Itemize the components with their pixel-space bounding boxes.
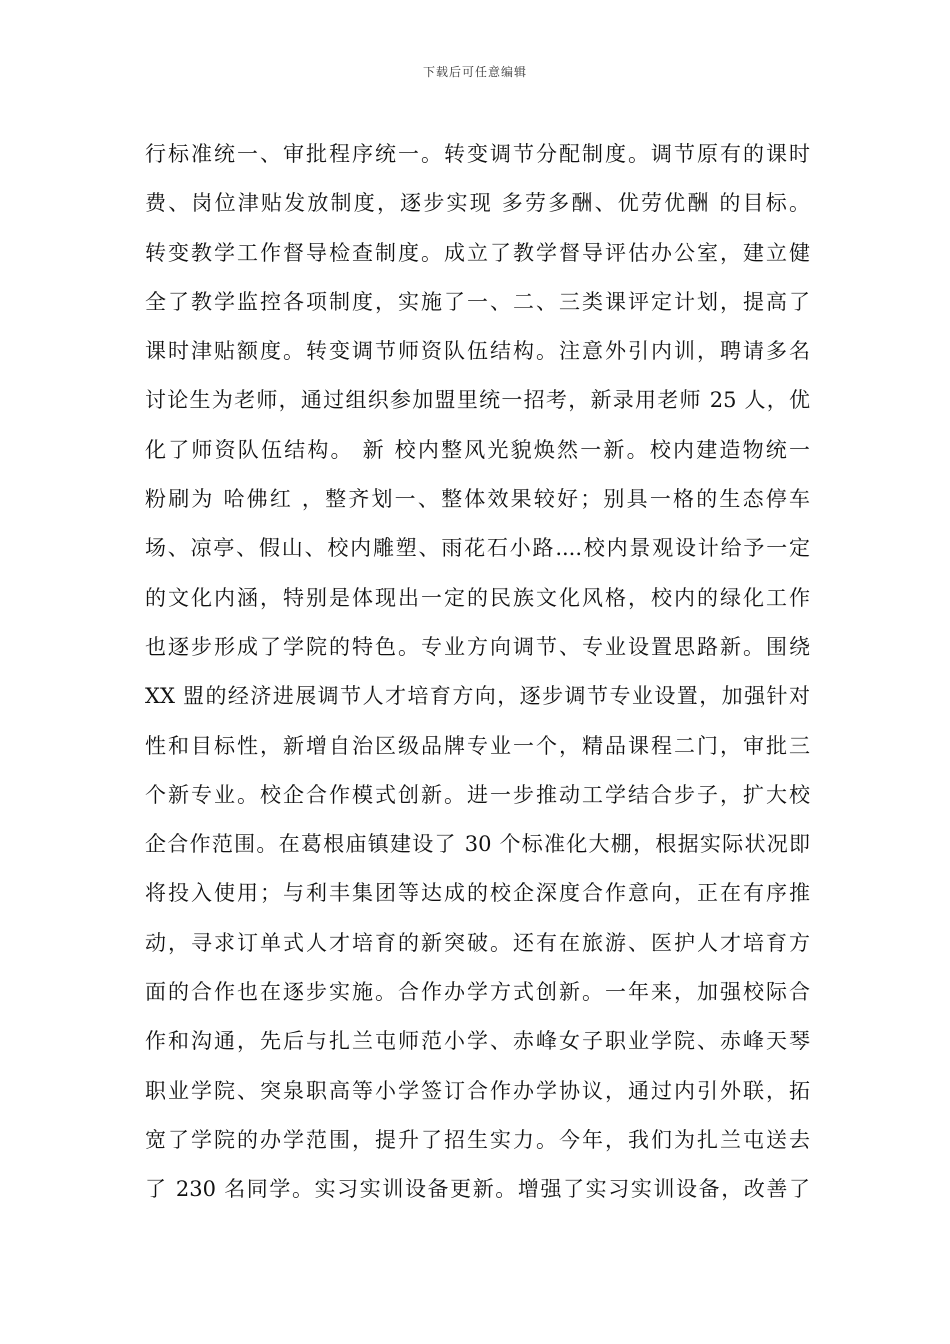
text-line: XX 盟的经济进展调节人才培育方向，逐步调节专业设置，加强针对 xyxy=(145,684,810,709)
text-line: 面的合作也在逐步实施。合作办学方式创新。一年来，加强校际合 xyxy=(145,980,810,1005)
body-text xyxy=(145,130,810,1215)
text-line: 动，寻求订单式人才培育的新突破。还有在旅游、医护人才培育方 xyxy=(145,930,810,955)
text-line: 性和目标性，新增自治区级品牌专业一个，精品课程二门，审批三 xyxy=(145,733,810,758)
text-line: 宽了学院的办学范围，提升了招生实力。今年，我们为扎兰屯送去 xyxy=(145,1127,810,1152)
page-header: 下载后可任意编辑 xyxy=(422,65,527,79)
text-line: 费、岗位津贴发放制度，逐步实现 多劳多酬、优劳优酬 的目标。 xyxy=(145,191,810,216)
text-line: 课时津贴额度。转变调节师资队伍结构。注意外引内训，聘请多名 xyxy=(145,339,810,364)
text-line: 职业学院、突泉职高等小学签订合作办学协议，通过内引外联，拓 xyxy=(145,1078,810,1103)
text-line: 场、凉亭、假山、校内雕塑、雨花石小路....校内景观设计给予一定 xyxy=(145,536,810,561)
text-line: 个新专业。校企合作模式创新。进一步推动工学结合步子，扩大校 xyxy=(145,782,810,807)
text-line: 作和沟通，先后与扎兰屯师范小学、赤峰女子职业学院、赤峰天琴 xyxy=(145,1029,810,1054)
text-line: 将投入使用；与利丰集团等达成的校企深度合作意向，正在有序推 xyxy=(145,881,810,906)
text-line: 了 230 名同学。实习实训设备更新。增强了实习实训设备，改善了 xyxy=(145,1177,810,1202)
text-line: 也逐步形成了学院的特色。专业方向调节、专业设置思路新。围绕 xyxy=(145,634,810,659)
text-line: 的文化内涵，特别是体现出一定的民族文化风格，校内的绿化工作 xyxy=(145,585,810,610)
text-line: 化了师资队伍结构。 新 校内整风光貌焕然一新。校内建造物统一 xyxy=(145,437,810,462)
text-line: 全了教学监控各项制度，实施了一、二、三类课评定计划，提高了 xyxy=(145,289,810,314)
text-line: 转变教学工作督导检查制度。成立了教学督导评估办公室，建立健 xyxy=(145,240,810,265)
text-line: 粉刷为 哈佛红 ，整齐划一、整体效果较好；别具一格的生态停车 xyxy=(145,487,810,512)
text-line: 讨论生为老师，通过组织参加盟里统一招考，新录用老师 25 人，优 xyxy=(145,388,810,413)
text-line: 行标准统一、审批程序统一。转变调节分配制度。调节原有的课时 xyxy=(145,142,810,166)
text-line: 企合作范围。在葛根庙镇建设了 30 个标准化大棚，根据实际状况即 xyxy=(145,832,810,857)
